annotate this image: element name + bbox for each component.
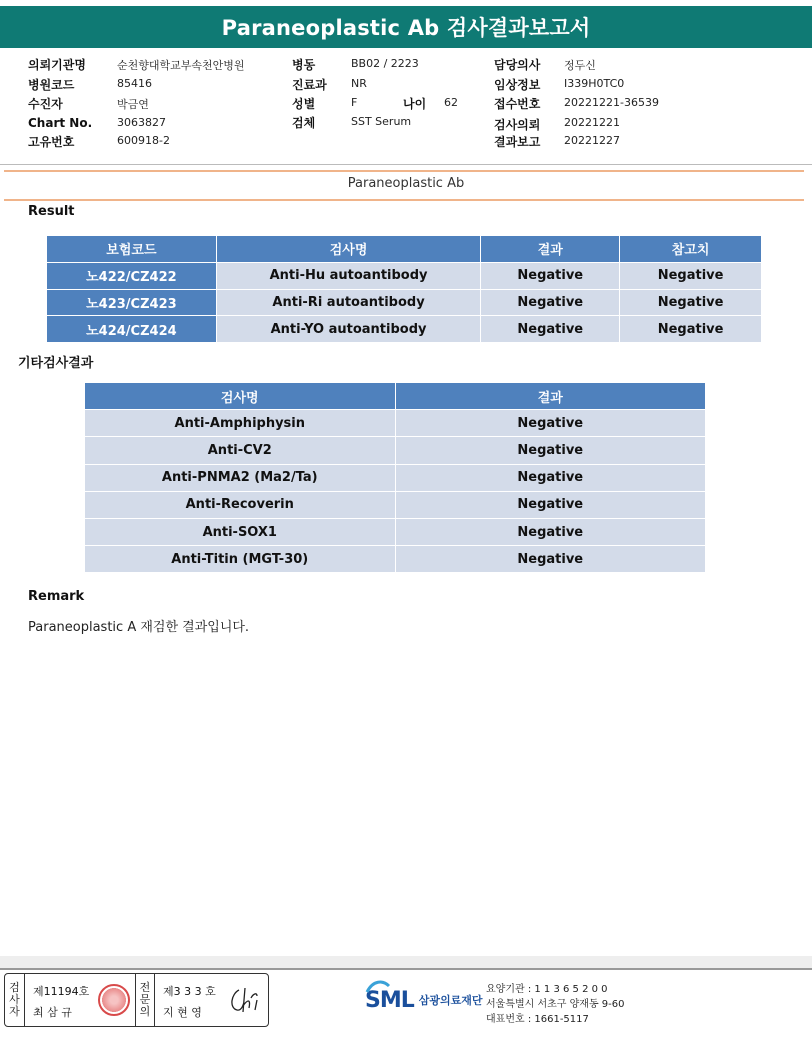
header-cell: 결과 [395, 383, 705, 410]
result-cell: Negative [395, 464, 705, 491]
chart-label: Chart No. [28, 116, 93, 130]
request-label: 검사의뢰 [494, 118, 541, 132]
table-row [47, 316, 762, 343]
dept-value: NR [351, 77, 367, 90]
result-heading: Result [28, 204, 75, 219]
doctor-label: 담당의사 [494, 58, 541, 72]
age-label: 나이 [403, 97, 427, 111]
insurance-code-cell: 노422/CZ422 [47, 262, 217, 289]
table-row [85, 518, 706, 545]
age-value: 62 [444, 96, 458, 109]
signature-icon [227, 984, 263, 1016]
footer-divider [0, 968, 812, 970]
tester-vertical-label: 검 사 자 [5, 974, 25, 1026]
test-name-cell: Anti-Hu autoantibody [216, 262, 481, 289]
table-row [85, 410, 706, 437]
divider [0, 164, 812, 165]
sex-label: 성별 [292, 97, 316, 111]
chart-value: 3063827 [117, 116, 166, 129]
org-address: 서울특별시 서초구 양재동 9-60 [486, 999, 625, 1010]
header-cell: 참고치 [620, 236, 762, 263]
result-cell: Negative [395, 518, 705, 545]
test-name-cell: Anti-PNMA2 (Ma2/Ta) [85, 464, 396, 491]
divider [4, 199, 804, 201]
footer-band [0, 956, 812, 968]
doctor-value: 정두신 [564, 59, 596, 72]
table-row [47, 289, 762, 316]
test-name-cell: Anti-Titin (MGT-30) [85, 546, 396, 573]
clinical-label: 임상정보 [494, 78, 541, 92]
divider [4, 170, 804, 172]
test-name-cell: Anti-SOX1 [85, 518, 396, 545]
expert-name: 지 현 영 [163, 1006, 202, 1019]
receipt-label: 접수번호 [494, 97, 541, 111]
patient-info [0, 56, 812, 156]
unique-value: 600918-2 [117, 134, 170, 147]
report-title-bar [0, 6, 812, 48]
section-title: Paraneoplastic Ab [347, 176, 465, 191]
report-value: 20221227 [564, 134, 620, 147]
reference-cell: Negative [620, 316, 762, 343]
tester-name: 최 삼 규 [33, 1006, 72, 1019]
result-cell: Negative [395, 437, 705, 464]
req-institution-value: 순천향대학교부속천안병원 [117, 59, 245, 72]
reference-cell: Negative [620, 289, 762, 316]
table-row [85, 464, 706, 491]
expert-number: 제3 3 3 호 [163, 985, 216, 998]
req-institution-label: 의뢰기관명 [28, 58, 86, 72]
header-cell: 결과 [481, 236, 620, 263]
table-row [47, 262, 762, 289]
seal-icon [98, 984, 130, 1016]
etc-heading: 기타검사결과 [18, 356, 94, 371]
result-cell: Negative [395, 410, 705, 437]
receipt-value: 20221221-36539 [564, 96, 659, 109]
org-name: 삼광의료재단 [418, 994, 483, 1007]
test-name-cell: Anti-YO autoantibody [216, 316, 481, 343]
result-cell: Negative [481, 316, 620, 343]
test-name-cell: Anti-Amphiphysin [85, 410, 396, 437]
tester-number: 제11194호 [33, 985, 90, 998]
result-cell: Negative [481, 289, 620, 316]
insurance-code-cell: 노423/CZ423 [47, 289, 217, 316]
unique-label: 고유번호 [28, 135, 75, 149]
patient-value: 박금연 [117, 98, 149, 111]
result-table [46, 235, 762, 343]
report-label: 결과보고 [494, 135, 541, 149]
hospital-code-value: 85416 [117, 77, 152, 90]
logo-text: SML [365, 987, 414, 1013]
test-name-cell: Anti-CV2 [85, 437, 396, 464]
care-number: 요양기관 : 1 1 3 6 5 2 0 0 [486, 984, 608, 995]
result-cell: Negative [481, 262, 620, 289]
table-header-row [85, 383, 706, 410]
dept-label: 진료과 [292, 78, 327, 92]
specimen-label: 검체 [292, 116, 316, 130]
signature-box [4, 973, 269, 1027]
org-phone: 대표번호 : 1661-5117 [486, 1014, 589, 1025]
header-cell: 검사명 [85, 383, 396, 410]
header-cell: 보험코드 [47, 236, 217, 263]
table-header-row [47, 236, 762, 263]
ward-value: BB02 / 2223 [351, 57, 419, 70]
request-value: 20221221 [564, 116, 620, 129]
org-info [486, 982, 625, 1027]
remark-heading: Remark [28, 589, 85, 604]
report-title: Paraneoplastic Ab 검사결과보고서 [221, 16, 591, 40]
patient-label: 수진자 [28, 97, 63, 111]
remark-text: Paraneoplastic A 재검한 결과입니다. [28, 620, 250, 635]
reference-cell: Negative [620, 262, 762, 289]
ward-label: 병동 [292, 58, 316, 72]
sml-logo [365, 980, 483, 1020]
table-row [85, 437, 706, 464]
insurance-code-cell: 노424/CZ424 [47, 316, 217, 343]
test-name-cell: Anti-Recoverin [85, 491, 396, 518]
specimen-value: SST Serum [351, 115, 412, 128]
result-cell: Negative [395, 546, 705, 573]
table-row [85, 546, 706, 573]
table-row [85, 491, 706, 518]
result-cell: Negative [395, 491, 705, 518]
hospital-code-label: 병원코드 [28, 78, 75, 92]
sex-value: F [351, 96, 358, 109]
sml-swoosh-icon [365, 978, 391, 998]
test-name-cell: Anti-Ri autoantibody [216, 289, 481, 316]
expert-vertical-label: 전 문 의 [135, 974, 155, 1026]
header-cell: 검사명 [216, 236, 481, 263]
clinical-value: I339H0TC0 [564, 77, 625, 90]
etc-table [84, 382, 706, 573]
